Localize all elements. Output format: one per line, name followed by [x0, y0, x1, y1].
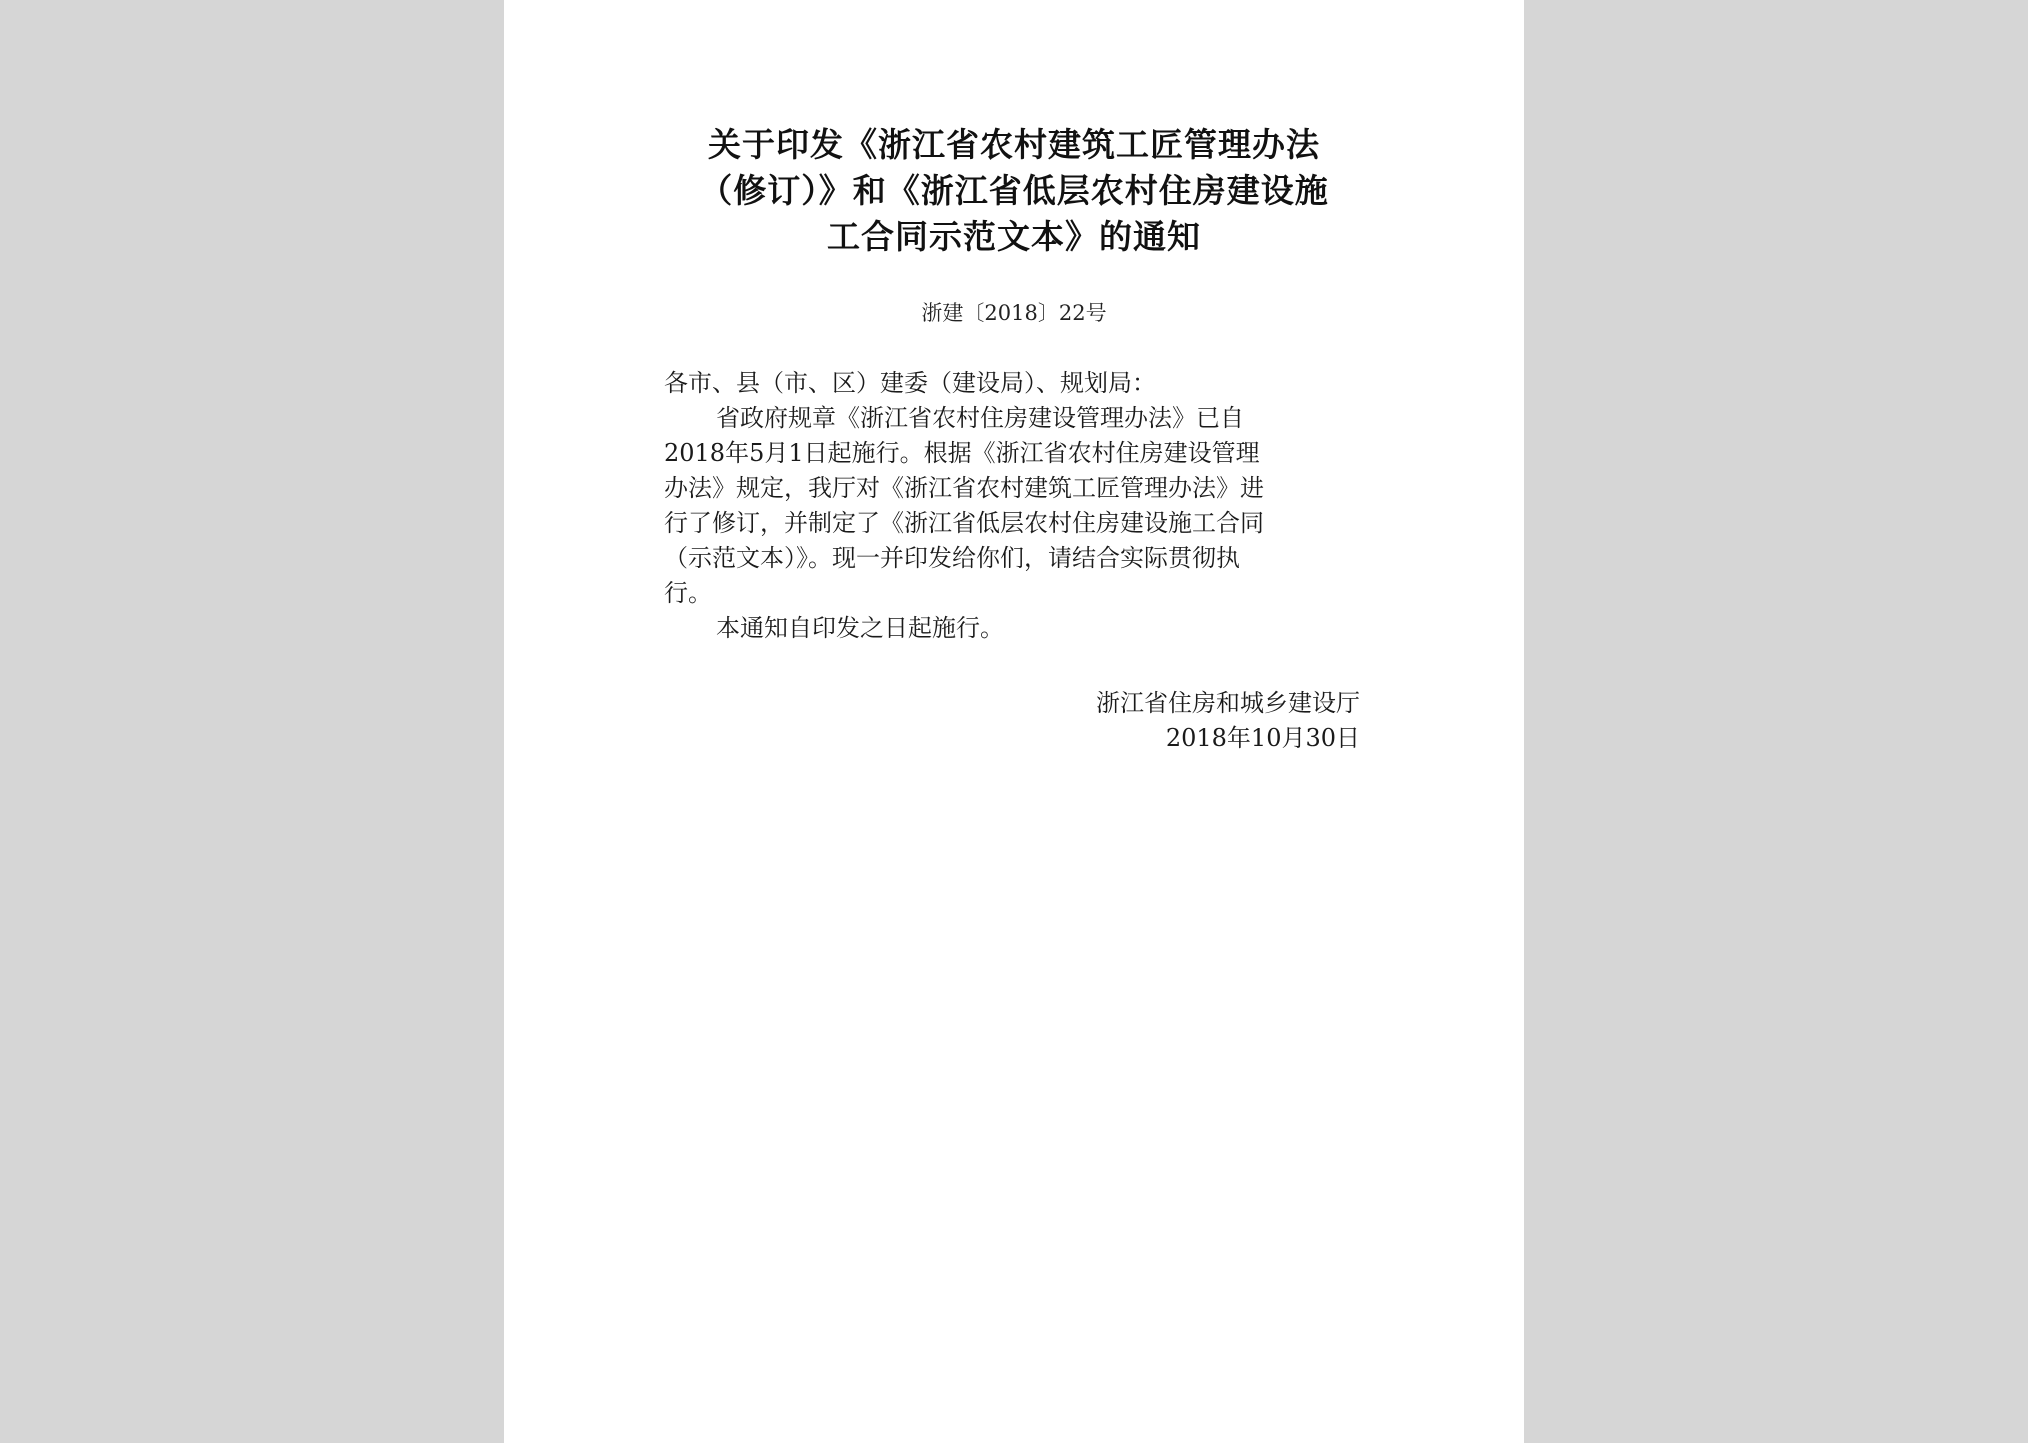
- title-line-1: 关于印发《浙江省农村建筑工匠管理办法: [708, 125, 1320, 164]
- signature-block: [1096, 686, 1360, 756]
- paragraph-1-line-1: 省政府规章《浙江省农村住房建设管理办法》已自: [716, 404, 1244, 432]
- paragraph-1-line-3: 办法》规定，我厅对《浙江省农村建筑工匠管理办法》进: [664, 474, 1264, 502]
- paragraph-1-line-2: 2018年5月1日起施行。根据《浙江省农村住房建设管理: [664, 439, 1260, 467]
- issuer-name: 浙江省住房和城乡建设厅: [1096, 689, 1360, 717]
- paragraph-1-line-5: （示范文本）》。现一并印发给你们，请结合实际贯彻执: [664, 544, 1240, 572]
- paragraph-1-line-4: 行了修订，并制定了《浙江省低层农村住房建设施工合同: [664, 509, 1264, 537]
- document-page: [504, 0, 1524, 1443]
- paragraph-2: 本通知自印发之日起施行。: [716, 614, 1004, 642]
- issue-date: 2018年10月30日: [1165, 724, 1360, 752]
- document-number: 浙建〔2018〕22号: [921, 301, 1107, 325]
- paragraph-1-line-6: 行。: [664, 579, 712, 607]
- title-line-3: 工合同示范文本》的通知: [827, 217, 1201, 256]
- document-title: [504, 122, 1524, 260]
- document-body: [664, 366, 1364, 646]
- title-line-2: （修订）》和《浙江省低层农村住房建设施: [699, 171, 1329, 210]
- addressee-line: 各市、县（市、区）建委（建设局）、规划局：: [664, 369, 1156, 397]
